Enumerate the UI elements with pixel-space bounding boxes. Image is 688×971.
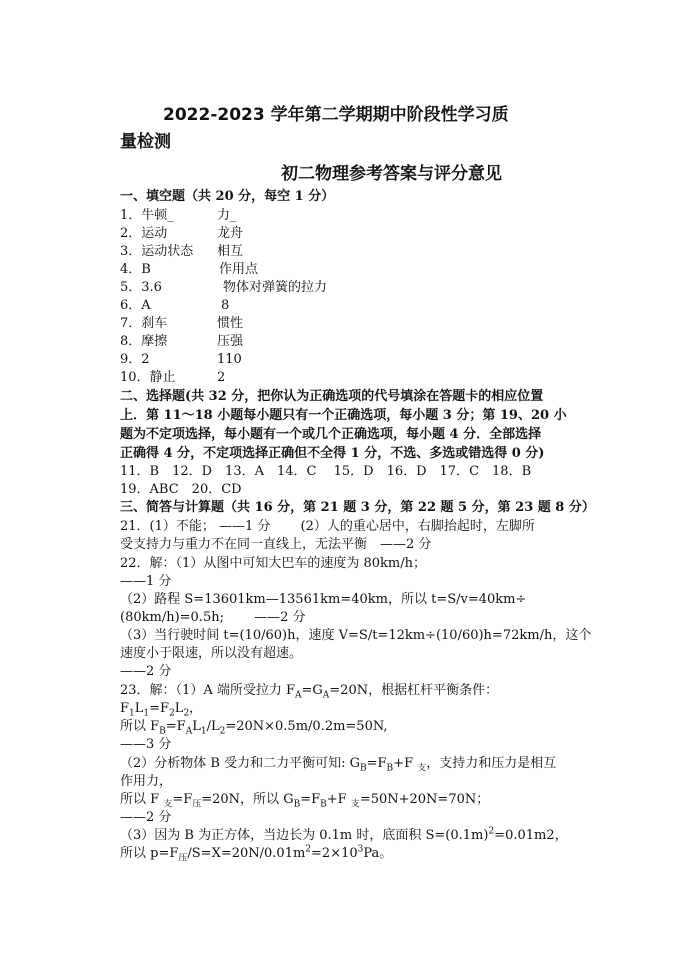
q22-line5: 速度小于限速，所以没有超速。 — [120, 646, 303, 661]
q23-score1: ——3 分 — [120, 737, 172, 752]
q22-line3: (80km/h)=0.5h; ——2 分 — [120, 610, 306, 625]
page-title-line1: 2022-2023 学年第二学期期中阶段性学习质 — [163, 105, 509, 125]
section2-heading-line: 上．第 11～18 小题每小题只有一个正确选项，每小题 3 分；第 19、20 小 — [120, 408, 567, 423]
section2-heading-line: 题为不定项选择，每小题有一个或几个正确选项，每小题 4 分．全部选择 — [120, 427, 542, 442]
q22-line1: 22．解：（1）从图中可知大巴车的速度为 80km/h； — [120, 556, 426, 571]
fill-item-num: 2．运动 — [120, 226, 168, 241]
q23-line1: 23．解：（1）A 端所受拉力 $F_A=G_A=20N$，根据杠杆平衡条件： — [120, 683, 499, 701]
fill-item-ans: 力_ — [217, 208, 237, 223]
section1-heading: 一、填空题（共 20 分，每空 1 分） — [120, 189, 335, 204]
choice-answers-line2: 19．ABC 20．CD — [120, 482, 242, 497]
q22-line2: （2）路程 S=13601km—13561km=40km，所以 t=S/v=40km÷ — [120, 592, 527, 607]
fill-item-ans: 8 — [221, 298, 230, 313]
q21-line2: 受支持力与重力不在同一直线上，无法平衡 ——2 分 — [120, 537, 432, 552]
fill-item-num: 1．牛顿_ — [120, 208, 174, 223]
fill-item-ans: 2 — [217, 370, 226, 385]
fill-item-ans: 龙舟 — [217, 226, 244, 241]
q23-line7: （3）因为 B 为正方体，当边长为 0.1m 时，底面积 $S=(0.1m)^2=0.01m2$， — [120, 826, 568, 843]
q21-line1: 21．(1）不能； ——1 分 (2）人的重心居中，右脚抬起时，左脚所 — [120, 519, 535, 534]
fill-item-num: 4．B — [120, 262, 151, 277]
fill-item-num: 3．运动状态 — [120, 244, 194, 259]
page-title-line2: 量检测 — [120, 132, 171, 152]
section2-heading-line: 二、选择题(共 32 分，把你认为正确选项的代号填涂在答题卡的相应位置 — [120, 389, 544, 404]
fill-item-num: 6．A — [120, 298, 151, 313]
fill-item-ans: 惯性 — [217, 316, 244, 331]
q23-score2: ——2 分 — [120, 810, 172, 825]
q23-line4: （2）分析物体 B 受力和二力平衡可知: $G_B=F_B+F$ $_支$，支持力和压力是相互 — [120, 756, 557, 774]
fill-item-ans: 相互 — [217, 244, 244, 259]
fill-item-ans: 压强 — [217, 334, 244, 349]
page-subtitle: 初二物理参考答案与评分意见 — [281, 164, 502, 184]
q23-line8: 所以 $p=F_压/S=X=20N/0.01m^2=2\times 10^3Pa$。 — [120, 844, 393, 864]
fill-item-num: 8．摩擦 — [120, 334, 168, 349]
fill-item-num: 7．刹车 — [120, 316, 168, 331]
q23-line6: 所以 F $_支=F_压=20N$，所以 $G_B=F_B+F$ $_支$=50N+20N=70N； — [120, 792, 490, 810]
fill-item-num: 9．2 — [120, 352, 150, 367]
q23-line3: 所以 $F_B=F_AL_1/L_2=20N\times 0.5m/0.2m=50N$, — [120, 719, 388, 737]
q22-score1: ——1 分 — [120, 574, 172, 589]
fill-item-ans: 作用点 — [219, 262, 259, 277]
fill-item-ans: 物体对弹簧的拉力 — [223, 280, 328, 295]
q22-score3: ——2 分 — [120, 664, 172, 679]
section2-heading-line: 正确得 4 分，不定项选择正确但不全得 1 分，不选、多选或错选得 0 分) — [120, 446, 545, 461]
fill-item-num: 5．3.6 — [120, 280, 162, 295]
q23-line5: 作用力， — [120, 774, 173, 789]
q22-line4: （3）当行驶时间 t=(10/60)h，速度 V=S/t=12km÷(10/60)h=72km/h，这个 — [120, 628, 592, 643]
section3-heading: 三、简答与计算题（共 16 分，第 21 题 3 分，第 22 题 5 分，第 23 题 8 分） — [120, 500, 595, 515]
q23-line2: $F_1L_1=F_2L_2$， — [120, 701, 203, 719]
fill-item-num: 10．静止 — [120, 370, 176, 385]
fill-item-ans: 110 — [217, 352, 242, 367]
choice-answers-line1: 11．B 12．D 13．A 14．C 15．D 16．D 17．C 18．B — [120, 464, 532, 479]
